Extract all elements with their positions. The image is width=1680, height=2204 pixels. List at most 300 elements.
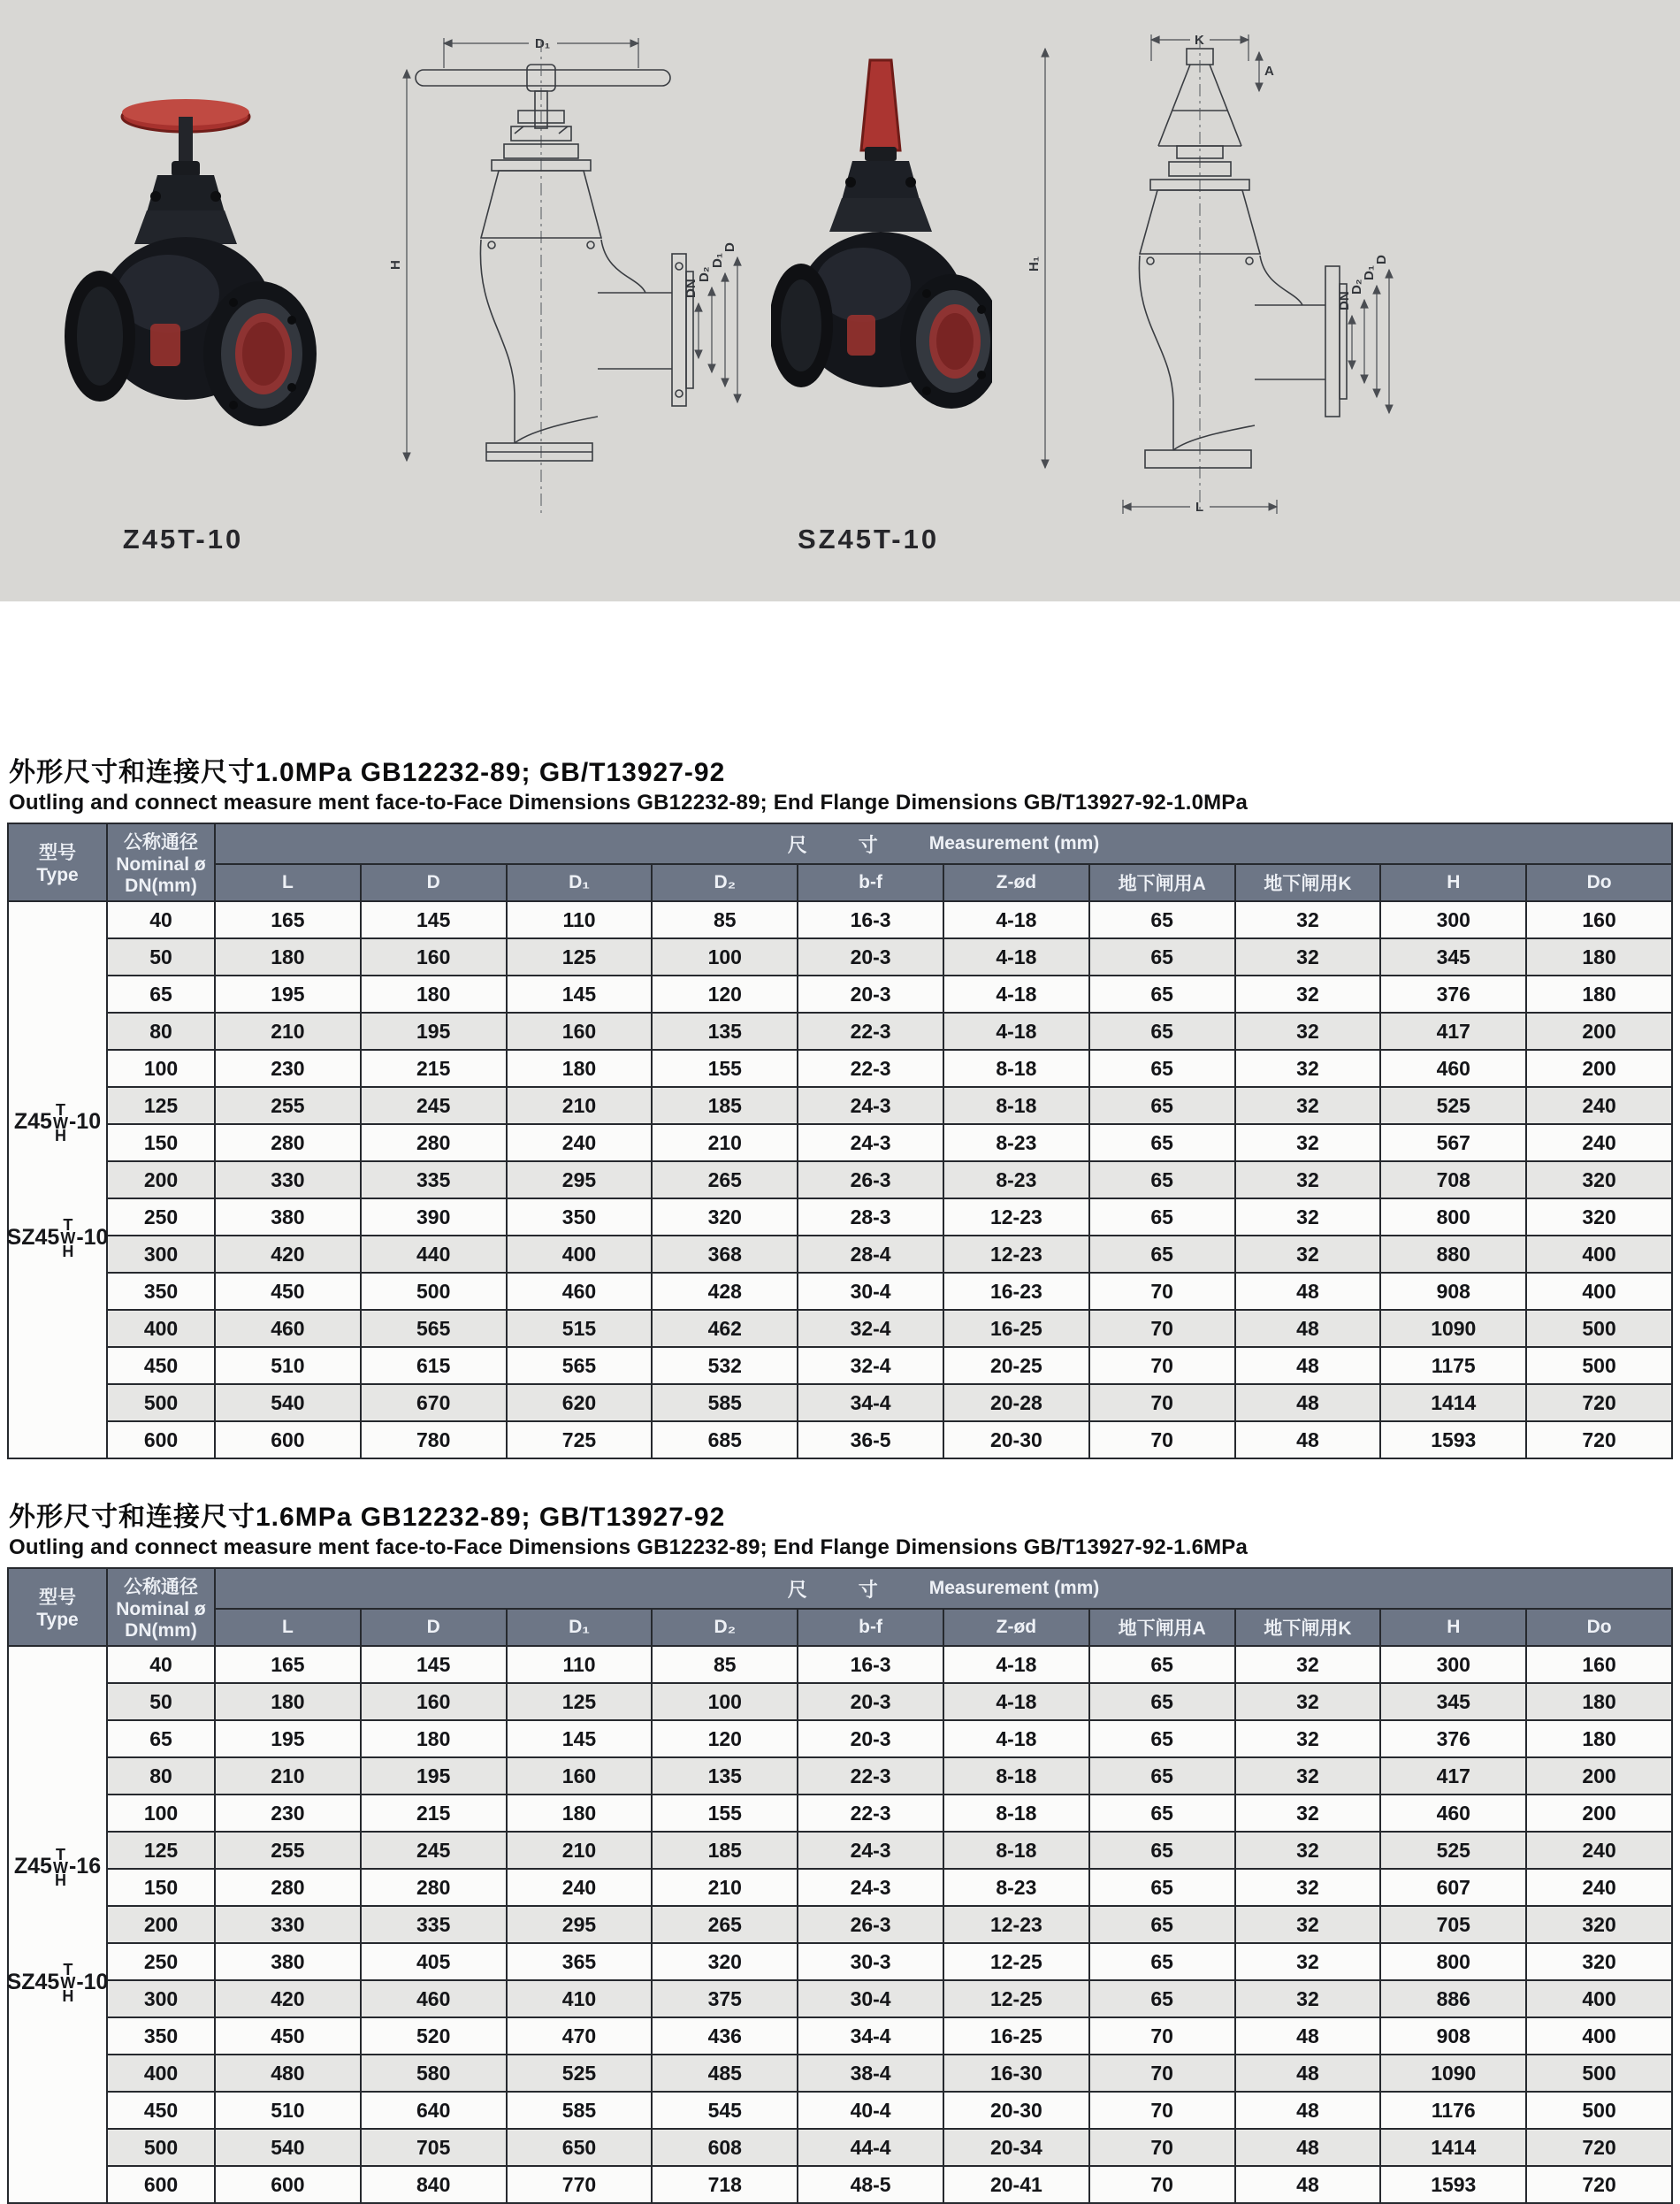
dimension-cell: 38-4 — [798, 2055, 943, 2092]
dimension-cell: 180 — [1526, 1683, 1672, 1720]
dimension-cell: 4-18 — [943, 1683, 1089, 1720]
dimension-cell: 65 — [1089, 1943, 1235, 1980]
dimension-cell: 540 — [215, 1384, 361, 1421]
dimension-cell: 20-30 — [943, 2092, 1089, 2129]
table-row — [8, 1384, 1672, 1421]
dn-cell: 450 — [107, 1347, 215, 1384]
dimension-cell: 265 — [652, 1906, 798, 1943]
dimension-cell: 470 — [507, 2017, 653, 2055]
column-header: L — [215, 864, 361, 901]
dimension-cell: 585 — [507, 2092, 653, 2129]
dim-label-d2: D₂ — [697, 266, 712, 282]
dimension-cell: 720 — [1526, 1384, 1672, 1421]
dimension-cell: 32 — [1235, 1757, 1381, 1795]
dimension-cell: 65 — [1089, 938, 1235, 976]
dn-cell: 40 — [107, 901, 215, 938]
dimension-cell: 48 — [1235, 1310, 1381, 1347]
dimension-cell: 12-23 — [943, 1236, 1089, 1273]
dimension-cell: 567 — [1380, 1124, 1526, 1161]
dimension-cell: 1593 — [1380, 1421, 1526, 1458]
column-header: L — [215, 1609, 361, 1646]
dimension-cell: 30-4 — [798, 1273, 943, 1310]
dimension-cell: 195 — [215, 976, 361, 1013]
valve-type-label: SZ45 T W H -10 — [6, 1961, 109, 2005]
section2-title-en: Outling and connect measure ment face-to-Face Dimensions GB12232-89; End Flange Dimensions GB/T13927-92-1.6MPa — [9, 1535, 1249, 1559]
dimension-cell: 436 — [652, 2017, 798, 2055]
dimension-cell: 210 — [215, 1757, 361, 1795]
dimension-cell: 500 — [1526, 2092, 1672, 2129]
dimension-cell: 180 — [1526, 976, 1672, 1013]
dimension-cell: 8-18 — [943, 1832, 1089, 1869]
dn-cell: 100 — [107, 1050, 215, 1087]
dimension-cell: 180 — [1526, 938, 1672, 976]
dimension-cell: 20-30 — [943, 1421, 1089, 1458]
dim-label-a: A — [1264, 64, 1274, 79]
dimension-cell: 525 — [1380, 1832, 1526, 1869]
dimension-cell: 8-18 — [943, 1757, 1089, 1795]
dimension-cell: 500 — [1526, 1310, 1672, 1347]
table-row — [8, 1087, 1672, 1124]
dn-cell: 65 — [107, 1720, 215, 1757]
dimension-cell: 500 — [361, 1273, 507, 1310]
dimension-cell: 70 — [1089, 2092, 1235, 2129]
dimension-cell: 640 — [361, 2092, 507, 2129]
dimension-cell: 800 — [1380, 1943, 1526, 1980]
dimension-cell: 65 — [1089, 1087, 1235, 1124]
dimension-cell: 32 — [1235, 1050, 1381, 1087]
dimension-cell: 20-3 — [798, 976, 943, 1013]
dimension-cell: 185 — [652, 1832, 798, 1869]
type-cell — [8, 901, 107, 1458]
dimension-cell: 125 — [507, 1683, 653, 1720]
dimension-cell: 8-18 — [943, 1795, 1089, 1832]
dimension-cell: 908 — [1380, 2017, 1526, 2055]
dim-label-d1-top: D₁ — [535, 36, 551, 51]
dimension-cell: 180 — [507, 1795, 653, 1832]
dimension-cell: 670 — [361, 1384, 507, 1421]
dimension-cell: 718 — [652, 2166, 798, 2203]
dimension-cell: 200 — [1526, 1013, 1672, 1050]
dimension-cell: 16-25 — [943, 1310, 1089, 1347]
dimension-cell: 1414 — [1380, 1384, 1526, 1421]
dimension-cell: 240 — [507, 1869, 653, 1906]
dimension-cell: 160 — [361, 1683, 507, 1720]
dimension-cell: 195 — [361, 1757, 507, 1795]
table-row — [8, 1795, 1672, 1832]
dimension-cell: 685 — [652, 1421, 798, 1458]
dimension-cell: 615 — [361, 1347, 507, 1384]
dn-cell: 150 — [107, 1869, 215, 1906]
dimension-cell: 125 — [507, 938, 653, 976]
dimension-cell: 240 — [1526, 1087, 1672, 1124]
dimension-cell: 450 — [215, 1273, 361, 1310]
dimension-cell: 480 — [215, 2055, 361, 2092]
dimension-cell: 32 — [1235, 976, 1381, 1013]
dimension-cell: 12-23 — [943, 1198, 1089, 1236]
dimension-cell: 450 — [215, 2017, 361, 2055]
dimension-cell: 1414 — [1380, 2129, 1526, 2166]
type-cell — [8, 1646, 107, 2203]
dimension-cell: 12-25 — [943, 1980, 1089, 2017]
dn-cell: 40 — [107, 1646, 215, 1683]
dimension-cell: 70 — [1089, 1310, 1235, 1347]
dimension-cell: 20-34 — [943, 2129, 1089, 2166]
dimension-cell: 240 — [507, 1124, 653, 1161]
dim-label-h1: H₁ — [1027, 256, 1042, 272]
dn-cell: 250 — [107, 1198, 215, 1236]
dimension-cell: 886 — [1380, 1980, 1526, 2017]
dim-label-d1b: D₁ — [1362, 264, 1377, 280]
dimension-cell: 462 — [652, 1310, 798, 1347]
dimension-cell: 32 — [1235, 1013, 1381, 1050]
dimension-cell: 22-3 — [798, 1013, 943, 1050]
dn-cell: 600 — [107, 2166, 215, 2203]
dimension-cell: 255 — [215, 1087, 361, 1124]
dn-header: 公称通径 Nominal ø DN(mm) — [107, 1568, 215, 1646]
valve-section-drawing — [380, 22, 743, 535]
dimension-cell: 300 — [1380, 901, 1526, 938]
dim-label-k: K — [1195, 33, 1204, 48]
column-header: D₁ — [507, 864, 653, 901]
dimension-cell: 1175 — [1380, 1347, 1526, 1384]
dn-cell: 400 — [107, 2055, 215, 2092]
dimension-cell: 16-30 — [943, 2055, 1089, 2092]
table-row — [8, 1906, 1672, 1943]
dimension-cell: 32 — [1235, 1646, 1381, 1683]
table-row — [8, 976, 1672, 1013]
dimension-cell: 8-18 — [943, 1050, 1089, 1087]
dimension-cell: 195 — [361, 1013, 507, 1050]
dimension-cell: 32 — [1235, 1161, 1381, 1198]
dn-cell: 125 — [107, 1087, 215, 1124]
dimension-cell: 725 — [507, 1421, 653, 1458]
dimension-cell: 180 — [215, 938, 361, 976]
spec-table-1.6mpa — [7, 1567, 1673, 2204]
dimension-cell: 330 — [215, 1161, 361, 1198]
dimension-cell: 195 — [215, 1720, 361, 1757]
dimension-cell: 16-3 — [798, 1646, 943, 1683]
dimension-cell: 32 — [1235, 1980, 1381, 2017]
dimension-cell: 32 — [1235, 1087, 1381, 1124]
dimension-cell: 460 — [1380, 1050, 1526, 1087]
dimension-cell: 165 — [215, 1646, 361, 1683]
section1-title-en: Outling and connect measure ment face-to-Face Dimensions GB12232-89; End Flange Dimensions GB/T13927-92-1.0MPa — [9, 791, 1249, 815]
dimension-cell: 280 — [361, 1869, 507, 1906]
table-row — [8, 1832, 1672, 1869]
dimension-cell: 300 — [1380, 1646, 1526, 1683]
dimension-cell: 65 — [1089, 1720, 1235, 1757]
dimension-cell: 24-3 — [798, 1087, 943, 1124]
valve-type-label: Z45 T W H -16 — [13, 1845, 102, 1890]
dimension-cell: 410 — [507, 1980, 653, 2017]
dimension-cell: 245 — [361, 1832, 507, 1869]
table-row — [8, 1943, 1672, 1980]
table-row — [8, 1161, 1672, 1198]
dimension-cell: 280 — [215, 1869, 361, 1906]
dimension-cell: 30-3 — [798, 1943, 943, 1980]
valve-drawing-2 — [1017, 22, 1397, 535]
dimension-cell: 65 — [1089, 901, 1235, 938]
dimension-cell: 65 — [1089, 1832, 1235, 1869]
dimension-cell: 320 — [652, 1943, 798, 1980]
dimension-cell: 525 — [507, 2055, 653, 2092]
dimension-cell: 32 — [1235, 1124, 1381, 1161]
dimension-cell: 908 — [1380, 1273, 1526, 1310]
dimension-cell: 40-4 — [798, 2092, 943, 2129]
dn-header: 公称通径 Nominal ø DN(mm) — [107, 823, 215, 901]
dimension-cell: 180 — [215, 1683, 361, 1720]
table-row — [8, 1646, 1672, 1683]
dimension-cell: 1090 — [1380, 2055, 1526, 2092]
column-header: D₁ — [507, 1609, 653, 1646]
dn-cell: 150 — [107, 1124, 215, 1161]
dimension-cell: 70 — [1089, 2129, 1235, 2166]
dimension-cell: 255 — [215, 1832, 361, 1869]
valve-photo-sz45t — [771, 44, 992, 486]
column-header: H — [1380, 1609, 1526, 1646]
dimension-cell: 8-23 — [943, 1124, 1089, 1161]
dimension-cell: 32 — [1235, 1869, 1381, 1906]
dimension-cell: 365 — [507, 1943, 653, 1980]
dimension-cell: 32 — [1235, 1198, 1381, 1236]
dimension-cell: 390 — [361, 1198, 507, 1236]
dimension-cell: 1593 — [1380, 2166, 1526, 2203]
dimension-cell: 48 — [1235, 2129, 1381, 2166]
dimension-cell: 65 — [1089, 1980, 1235, 2017]
dimension-cell: 65 — [1089, 1124, 1235, 1161]
column-header: 地下闸用A — [1089, 1609, 1235, 1646]
dimension-cell: 4-18 — [943, 901, 1089, 938]
dimension-cell: 510 — [215, 2092, 361, 2129]
dimension-cell: 210 — [215, 1013, 361, 1050]
column-header: D — [361, 1609, 507, 1646]
dimension-cell: 345 — [1380, 1683, 1526, 1720]
dimension-cell: 4-18 — [943, 976, 1089, 1013]
dn-cell: 350 — [107, 1273, 215, 1310]
dimension-cell: 85 — [652, 1646, 798, 1683]
dimension-cell: 155 — [652, 1050, 798, 1087]
dimension-cell: 100 — [652, 1683, 798, 1720]
dim-label-d: D — [722, 242, 737, 252]
dimension-cell: 510 — [215, 1347, 361, 1384]
dn-cell: 400 — [107, 1310, 215, 1347]
dimension-cell: 320 — [1526, 1943, 1672, 1980]
dn-cell: 200 — [107, 1161, 215, 1198]
photo2-caption: SZ45T-10 — [797, 524, 940, 555]
dimension-cell: 26-3 — [798, 1906, 943, 1943]
dimension-cell: 650 — [507, 2129, 653, 2166]
column-header: 地下闸用K — [1235, 1609, 1381, 1646]
dimension-cell: 405 — [361, 1943, 507, 1980]
dimension-cell: 34-4 — [798, 2017, 943, 2055]
dimension-cell: 120 — [652, 1720, 798, 1757]
dimension-cell: 65 — [1089, 1236, 1235, 1273]
dimension-cell: 48 — [1235, 1347, 1381, 1384]
dimension-cell: 85 — [652, 901, 798, 938]
dimension-cell: 585 — [652, 1384, 798, 1421]
dimension-cell: 135 — [652, 1757, 798, 1795]
dimension-cell: 440 — [361, 1236, 507, 1273]
dimension-cell: 515 — [507, 1310, 653, 1347]
dimension-cell: 135 — [652, 1013, 798, 1050]
dimension-cell: 770 — [507, 2166, 653, 2203]
valve-type-label: Z45 T W H -10 — [13, 1100, 102, 1145]
table-row — [8, 1236, 1672, 1273]
dimension-cell: 400 — [1526, 1236, 1672, 1273]
dimension-cell: 380 — [215, 1198, 361, 1236]
photo1-caption: Z45T-10 — [122, 524, 244, 555]
dn-cell: 500 — [107, 2129, 215, 2166]
dimension-cell: 608 — [652, 2129, 798, 2166]
dn-cell: 600 — [107, 1421, 215, 1458]
column-header-row — [8, 1609, 1672, 1646]
dimension-cell: 20-3 — [798, 1683, 943, 1720]
dimension-cell: 4-18 — [943, 1013, 1089, 1050]
dimension-cell: 110 — [507, 1646, 653, 1683]
dimension-cell: 210 — [652, 1124, 798, 1161]
table-row — [8, 1683, 1672, 1720]
column-header: 地下闸用A — [1089, 864, 1235, 901]
dimension-cell: 600 — [215, 1421, 361, 1458]
table-row — [8, 901, 1672, 938]
dimension-cell: 420 — [215, 1980, 361, 2017]
dim-label-l: L — [1195, 500, 1204, 515]
dimension-cell: 65 — [1089, 1906, 1235, 1943]
dimension-cell: 70 — [1089, 1347, 1235, 1384]
dimension-cell: 65 — [1089, 1013, 1235, 1050]
dimension-cell: 280 — [215, 1124, 361, 1161]
dimension-cell: 240 — [1526, 1124, 1672, 1161]
section1-header — [9, 750, 1680, 815]
dimension-cell: 20-3 — [798, 938, 943, 976]
dimension-cell: 4-18 — [943, 938, 1089, 976]
valve-drawing-1 — [380, 22, 743, 535]
dimension-cell: 28-3 — [798, 1198, 943, 1236]
dimension-cell: 460 — [215, 1310, 361, 1347]
table-row — [8, 2166, 1672, 2203]
type-header: 型号 Type — [8, 823, 107, 901]
dimension-cell: 400 — [507, 1236, 653, 1273]
column-header: D — [361, 864, 507, 901]
dimension-cell: 240 — [1526, 1832, 1672, 1869]
dimension-cell: 417 — [1380, 1757, 1526, 1795]
dn-cell: 300 — [107, 1980, 215, 2017]
table-row — [8, 1869, 1672, 1906]
column-header: Do — [1526, 864, 1672, 901]
dimension-cell: 16-25 — [943, 2017, 1089, 2055]
dimension-cell: 400 — [1526, 2017, 1672, 2055]
dimension-cell: 580 — [361, 2055, 507, 2092]
table-row — [8, 1273, 1672, 1310]
dn-cell: 500 — [107, 1384, 215, 1421]
type-header: 型号 Type — [8, 1568, 107, 1646]
dimension-cell: 12-23 — [943, 1906, 1089, 1943]
dimension-cell: 1090 — [1380, 1310, 1526, 1347]
dimension-cell: 380 — [215, 1943, 361, 1980]
dimension-cell: 180 — [507, 1050, 653, 1087]
dimension-cell: 8-23 — [943, 1869, 1089, 1906]
dimension-cell: 22-3 — [798, 1757, 943, 1795]
dimension-cell: 708 — [1380, 1161, 1526, 1198]
dimension-cell: 145 — [361, 901, 507, 938]
dimension-cell: 320 — [1526, 1906, 1672, 1943]
dimension-cell: 100 — [652, 938, 798, 976]
dimension-cell: 160 — [361, 938, 507, 976]
dimension-cell: 335 — [361, 1906, 507, 1943]
dimension-cell: 48 — [1235, 2055, 1381, 2092]
dimension-cell: 320 — [652, 1198, 798, 1236]
dimension-cell: 48 — [1235, 1421, 1381, 1458]
dimension-cell: 24-3 — [798, 1832, 943, 1869]
dimension-cell: 32 — [1235, 1832, 1381, 1869]
dimension-cell: 65 — [1089, 1050, 1235, 1087]
dimension-cell: 36-5 — [798, 1421, 943, 1458]
dimension-cell: 145 — [361, 1646, 507, 1683]
column-header: Do — [1526, 1609, 1672, 1646]
dimension-cell: 376 — [1380, 976, 1526, 1013]
dimension-cell: 65 — [1089, 1646, 1235, 1683]
dimension-cell: 8-18 — [943, 1087, 1089, 1124]
dimension-cell: 800 — [1380, 1198, 1526, 1236]
table-row — [8, 2055, 1672, 2092]
measurement-header: 尺 寸 Measurement (mm) — [215, 1568, 1672, 1609]
dimension-cell: 335 — [361, 1161, 507, 1198]
spec-table-1.0mpa — [7, 823, 1673, 1459]
dimension-cell: 210 — [507, 1832, 653, 1869]
table-row — [8, 1050, 1672, 1087]
dimension-cell: 160 — [1526, 1646, 1672, 1683]
measurement-header: 尺 寸 Measurement (mm) — [215, 823, 1672, 864]
dimension-cell: 705 — [1380, 1906, 1526, 1943]
dimension-cell: 840 — [361, 2166, 507, 2203]
valve-photo-z45t — [51, 62, 317, 486]
dimension-cell: 180 — [1526, 1720, 1672, 1757]
dimension-cell: 460 — [1380, 1795, 1526, 1832]
dimension-cell: 65 — [1089, 1869, 1235, 1906]
dimension-cell: 320 — [1526, 1161, 1672, 1198]
dimension-cell: 120 — [652, 976, 798, 1013]
dimension-cell: 485 — [652, 2055, 798, 2092]
dn-cell: 125 — [107, 1832, 215, 1869]
dimension-cell: 32 — [1235, 1236, 1381, 1273]
dimension-cell: 460 — [507, 1273, 653, 1310]
dn-cell: 300 — [107, 1236, 215, 1273]
dimension-cell: 295 — [507, 1906, 653, 1943]
table-row — [8, 1013, 1672, 1050]
dimension-cell: 545 — [652, 2092, 798, 2129]
dimension-cell: 565 — [361, 1310, 507, 1347]
dimension-cell: 520 — [361, 2017, 507, 2055]
dimension-cell: 16-3 — [798, 901, 943, 938]
dimension-cell: 330 — [215, 1906, 361, 1943]
dimension-cell: 48-5 — [798, 2166, 943, 2203]
dimension-cell: 32 — [1235, 901, 1381, 938]
dimension-cell: 28-4 — [798, 1236, 943, 1273]
dimension-cell: 880 — [1380, 1236, 1526, 1273]
dimension-cell: 4-18 — [943, 1646, 1089, 1683]
dn-cell: 350 — [107, 2017, 215, 2055]
dimension-cell: 16-23 — [943, 1273, 1089, 1310]
dimension-cell: 48 — [1235, 1273, 1381, 1310]
dimension-cell: 180 — [361, 1720, 507, 1757]
dimension-cell: 607 — [1380, 1869, 1526, 1906]
dimension-cell: 417 — [1380, 1013, 1526, 1050]
dim-label-d1: D₁ — [710, 252, 725, 268]
dimension-cell: 22-3 — [798, 1795, 943, 1832]
column-header: D₂ — [652, 864, 798, 901]
dimension-cell: 24-3 — [798, 1124, 943, 1161]
dimension-cell: 280 — [361, 1124, 507, 1161]
